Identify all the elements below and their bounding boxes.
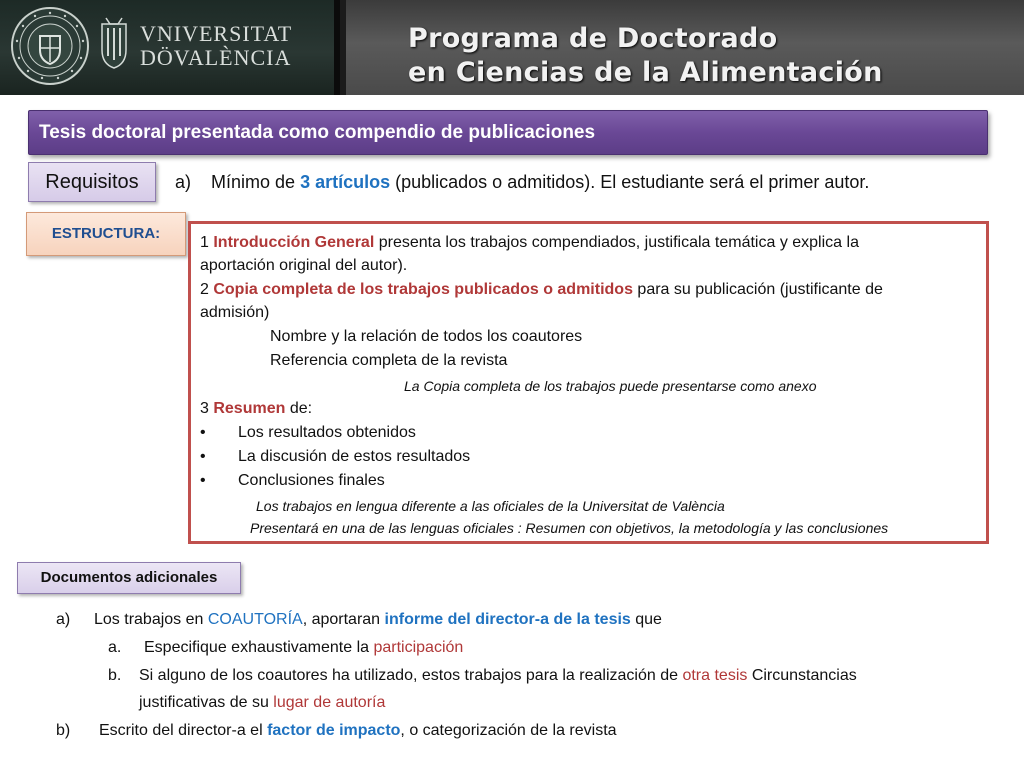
doc-item-a-b-marker: b.: [108, 667, 122, 684]
university-name: [140, 22, 292, 70]
doc-b-text1: Escrito del director-a el: [99, 722, 268, 739]
doc-a-a-text: Especifique exhaustivamente la: [144, 639, 374, 656]
item3-bullet-2: [200, 447, 471, 467]
item3-text: de:: [285, 400, 313, 417]
requisitos-marker: a): [175, 172, 192, 192]
item2-note: La Copia completa de los trabajos puede presentarse como anexo: [404, 378, 817, 394]
doc-item-a-marker: a): [56, 611, 71, 628]
university-name-line1: VNIVERSITAT: [140, 21, 293, 46]
estructura-content-box: [188, 221, 989, 544]
documentos-label: Documentos adicionales: [17, 562, 241, 594]
item1-text-a: presenta los trabajos compendiados, justificala temática y explica la: [374, 234, 859, 251]
doc-a-b-text1: Si alguno de los coautores ha utilizado, estos trabajos para la realización de: [139, 667, 683, 684]
doc-b-text2: , o categorización de la revista: [400, 722, 617, 739]
item3-note2: Presentará en una de las lenguas oficiales : Resumen con objetivos, la metodología y las conclusiones: [250, 520, 889, 536]
requisitos-text: [175, 172, 869, 193]
doc-item-a-text: [94, 610, 662, 630]
doc-a-text1: Los trabajos en: [94, 611, 208, 628]
item3-num: 3: [200, 400, 214, 417]
doc-a-b-text2: Circunstancias: [747, 667, 857, 684]
slide-title: Tesis doctoral presentada como compendio de publicaciones: [28, 110, 988, 155]
doc-a-b-text3: justificativas de su: [139, 694, 274, 711]
program-title: [408, 22, 883, 90]
coat-of-arms-icon: [96, 16, 132, 70]
doc-item-a-b-line2: [139, 693, 385, 713]
item1-line2: aportación original del autor).: [200, 257, 408, 274]
university-logo-area: [0, 0, 340, 95]
header-banner: [0, 0, 1024, 95]
requisitos-highlight: 3 artículos: [300, 172, 391, 192]
bullet-icon: •: [200, 448, 206, 465]
doc-b-highlight: factor de impacto: [267, 722, 401, 739]
item2-line1: [200, 280, 883, 300]
item1-num: 1: [200, 234, 214, 251]
doc-item-a-a-text: [144, 638, 463, 658]
item1-line1: [200, 233, 859, 253]
program-title-line1: Programa de Doctorado: [408, 23, 778, 54]
university-seal-icon: [10, 6, 90, 86]
item2-highlight: Copia completa de los trabajos publicados o admitidos: [213, 281, 633, 298]
item3-highlight: Resumen: [213, 400, 286, 417]
bullet-icon: •: [200, 424, 206, 441]
doc-a-coautoria: COAUTORÍA: [207, 611, 303, 628]
requisitos-text-before: Mínimo de: [211, 172, 301, 192]
item2-text-a: para su publicación (justificante de: [632, 281, 883, 298]
doc-item-a-a-marker: a.: [108, 639, 122, 656]
university-name-line2: DÖVALÈNCIA: [140, 45, 292, 70]
doc-item-b: [56, 721, 617, 741]
doc-item-a-b-line1: [139, 666, 857, 686]
doc-a-text3: que: [630, 611, 662, 628]
doc-item-b-marker: b): [56, 722, 71, 739]
requisitos-label: Requisitos: [28, 162, 156, 202]
doc-a-a-highlight: participación: [373, 639, 464, 656]
item2-num: 2: [200, 281, 214, 298]
doc-a-text2: , aportaran: [302, 611, 385, 628]
item3-bullet-2-text: La discusión de estos resultados: [238, 448, 471, 465]
requisitos-text-after: (publicados o admitidos). El estudiante será el primer autor.: [390, 172, 870, 192]
doc-a-b-highlight1: otra tesis: [682, 667, 748, 684]
item3-bullet-3: [200, 471, 385, 491]
item3-line1: [200, 399, 312, 419]
item2-sub1: Nombre y la relación de todos los coautores: [270, 328, 583, 345]
item3-note1: Los trabajos en lengua diferente a las oficiales de la Universitat de València: [256, 498, 725, 514]
doc-a-b-highlight2: lugar de autoría: [273, 694, 386, 711]
item3-bullet-3-text: Conclusiones finales: [238, 472, 385, 489]
bullet-icon: •: [200, 472, 206, 489]
doc-a-informe: informe del director-a de la tesis: [384, 611, 631, 628]
doc-item-a: [56, 610, 662, 630]
item3-bullet-1-text: Los resultados obtenidos: [238, 424, 416, 441]
estructura-label: ESTRUCTURA:: [26, 212, 186, 256]
item3-bullet-1: [200, 423, 416, 443]
doc-item-a-a: [108, 638, 464, 658]
item1-highlight: Introducción General: [213, 234, 375, 251]
doc-item-b-text: [99, 721, 617, 741]
program-title-line2: en Ciencias de la Alimentación: [408, 57, 883, 88]
doc-item-a-b: [108, 666, 857, 686]
item2-sub2: Referencia completa de la revista: [270, 352, 508, 369]
item2-line2: admisión): [200, 304, 270, 321]
